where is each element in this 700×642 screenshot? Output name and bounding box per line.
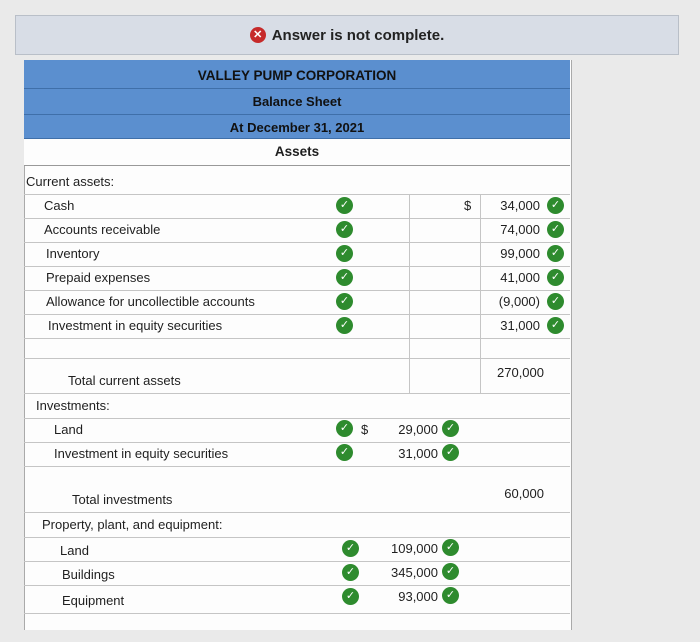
amount-cell[interactable]	[409, 359, 481, 393]
check-icon: ✓	[336, 293, 353, 310]
table-row	[24, 266, 570, 291]
amount-cell[interactable]	[409, 242, 481, 266]
amount-value[interactable]: 31,000	[398, 446, 438, 461]
statement-title: Balance Sheet	[24, 89, 570, 115]
amount-cell[interactable]	[409, 338, 481, 358]
table-row	[24, 418, 570, 443]
amount-value[interactable]: 34,000	[500, 198, 540, 213]
banner-message: Answer is not complete.	[271, 26, 445, 44]
check-icon: ✓	[336, 269, 353, 286]
amount-value[interactable]: 99,000	[500, 246, 540, 261]
total-investments-label[interactable]: Total investments	[72, 492, 173, 507]
check-icon: ✓	[547, 197, 564, 214]
dollar-sign: $	[361, 422, 369, 437]
dollar-sign: $	[464, 198, 472, 213]
feedback-banner	[15, 15, 679, 55]
account-label[interactable]: Buildings	[62, 567, 115, 582]
check-icon: ✓	[547, 317, 564, 334]
table-row	[24, 561, 570, 586]
check-icon: ✓	[336, 444, 353, 461]
amount-value[interactable]: 41,000	[500, 270, 540, 285]
check-icon: ✓	[336, 197, 353, 214]
check-icon: ✓	[336, 245, 353, 262]
account-label[interactable]: Accounts receivable	[44, 222, 161, 237]
table-row	[24, 218, 570, 243]
amount-cell[interactable]	[409, 290, 481, 314]
ppe-heading: Property, plant, and equipment:	[42, 517, 223, 532]
account-label[interactable]: Equipment	[62, 593, 125, 608]
check-icon: ✓	[342, 540, 359, 557]
check-icon: ✓	[442, 587, 459, 604]
check-icon: ✓	[547, 221, 564, 238]
amount-cell[interactable]	[409, 314, 481, 338]
total-investments-row	[24, 466, 570, 513]
total-current-label[interactable]: Total current assets	[68, 373, 181, 388]
check-icon: ✓	[442, 420, 459, 437]
amount-value[interactable]: 29,000	[398, 422, 438, 437]
account-label[interactable]: Allowance for uncollectible accounts	[46, 294, 255, 309]
ppe-heading-row	[24, 513, 570, 538]
amount-value[interactable]: 31,000	[500, 318, 540, 333]
account-label[interactable]: Prepaid expenses	[46, 270, 151, 285]
table-row	[24, 537, 570, 562]
check-icon: ✓	[342, 564, 359, 581]
table-row	[24, 442, 570, 467]
total-current-value[interactable]: 270,000	[497, 365, 544, 380]
amount-value[interactable]: 74,000	[500, 222, 540, 237]
table-row	[24, 585, 570, 614]
check-icon: ✓	[547, 293, 564, 310]
statement-date: At December 31, 2021	[24, 115, 570, 139]
check-icon: ✓	[442, 539, 459, 556]
total-investments-value[interactable]: 60,000	[504, 486, 544, 501]
investments-heading: Investments:	[36, 398, 110, 413]
current-assets-heading-row	[24, 170, 570, 195]
account-label[interactable]: Land	[54, 422, 83, 437]
table-row	[24, 194, 570, 219]
check-icon: ✓	[336, 420, 353, 437]
check-icon: ✓	[442, 444, 459, 461]
table-row	[24, 242, 570, 267]
total-current-row	[24, 359, 570, 394]
x-circle-icon: ✕	[250, 27, 266, 43]
check-icon: ✓	[342, 588, 359, 605]
table-row	[24, 290, 570, 315]
blank-row	[24, 338, 570, 359]
assets-heading: Assets	[24, 139, 570, 166]
account-label[interactable]: Investment in equity securities	[54, 446, 229, 461]
current-assets-heading: Current assets:	[26, 174, 115, 189]
amount-value[interactable]: (9,000)	[498, 294, 540, 309]
account-label[interactable]: Land	[60, 543, 89, 558]
check-icon: ✓	[336, 221, 353, 238]
check-icon: ✓	[336, 317, 353, 334]
amount-value[interactable]: 93,000	[398, 589, 438, 604]
check-icon: ✓	[547, 245, 564, 262]
investments-heading-row	[24, 394, 570, 419]
check-icon: ✓	[547, 269, 564, 286]
account-label[interactable]: Cash	[44, 198, 75, 213]
account-label[interactable]: Investment in equity securities	[48, 318, 223, 333]
table-row	[24, 314, 570, 339]
amount-value[interactable]: 109,000	[391, 541, 438, 556]
check-icon: ✓	[442, 563, 459, 580]
amount-value[interactable]: 345,000	[391, 565, 438, 580]
account-label[interactable]: Inventory	[46, 246, 100, 261]
amount-cell[interactable]	[409, 218, 481, 242]
amount-cell[interactable]	[409, 266, 481, 290]
company-name: VALLEY PUMP CORPORATION	[24, 60, 570, 89]
